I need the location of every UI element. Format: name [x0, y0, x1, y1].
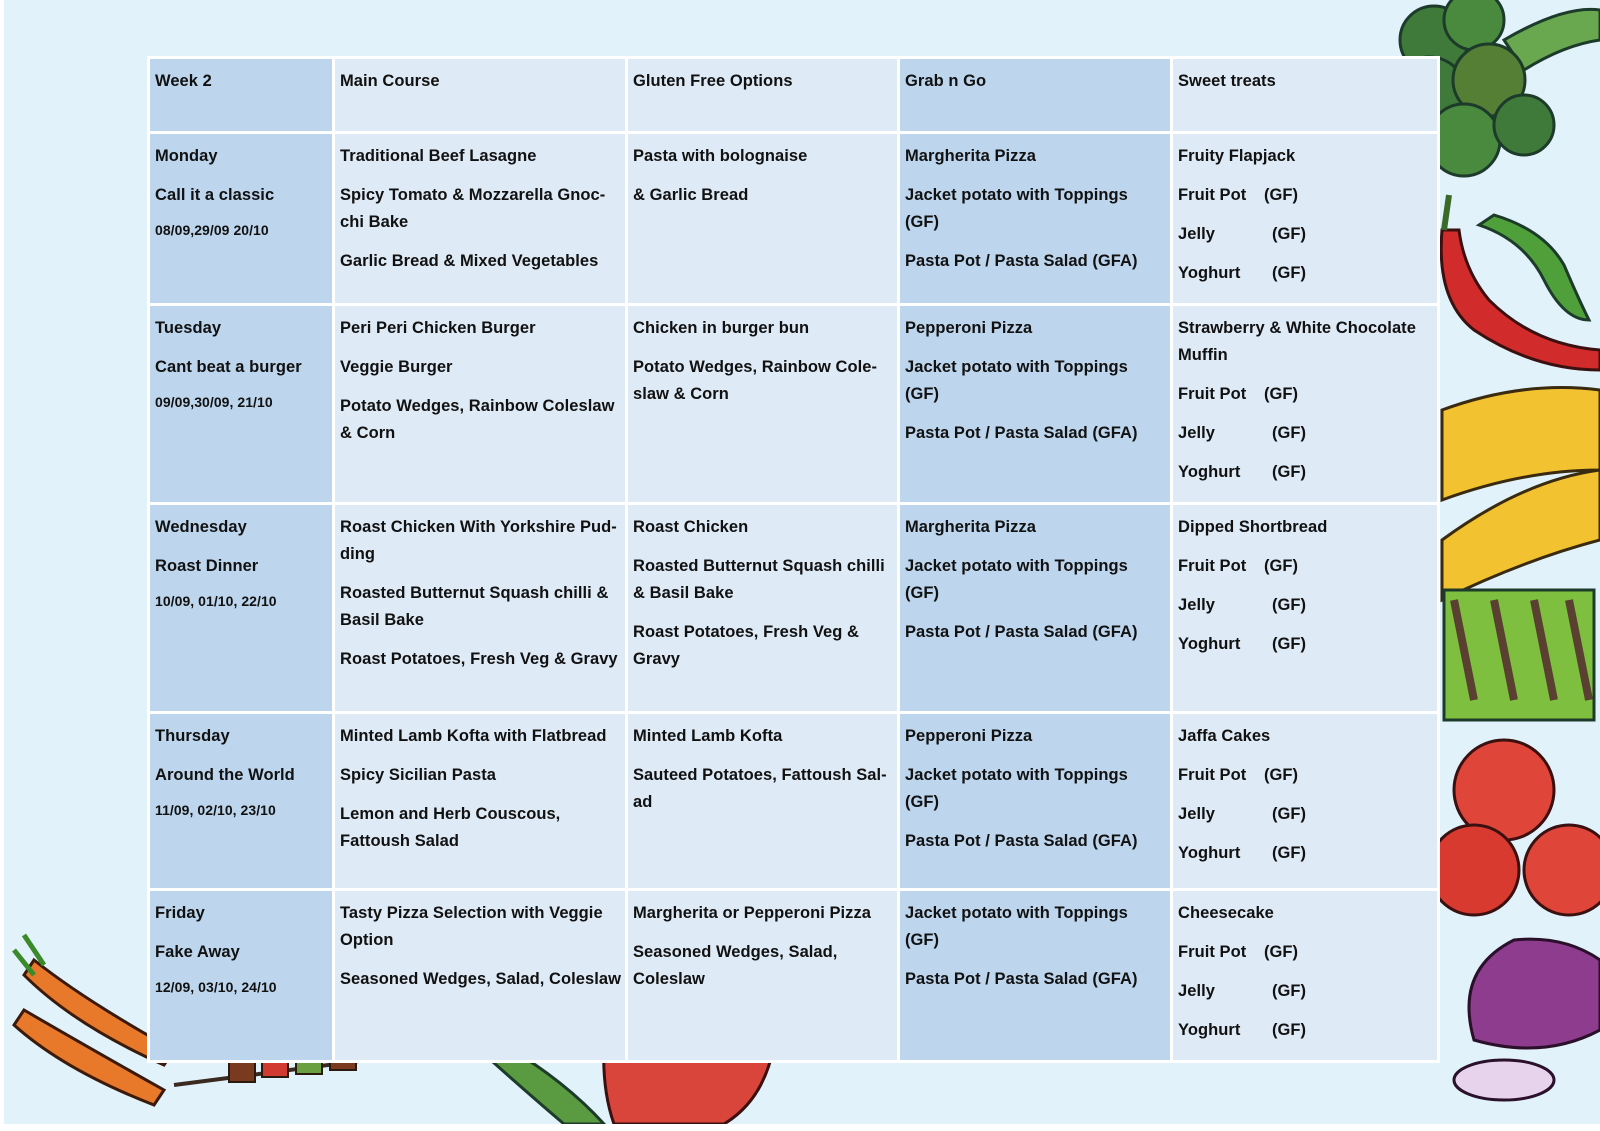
- header-row: [149, 58, 1439, 133]
- extra-name: Yoghurt: [1178, 844, 1241, 862]
- menu-row-tuesday: [149, 305, 1439, 504]
- extra-name: Jelly: [1178, 805, 1215, 823]
- menu-item: Roast Potatoes, Fresh Veg & Gravy: [340, 650, 618, 668]
- extra-name: Yoghurt: [1178, 635, 1241, 653]
- extra-tag: (GF): [1272, 463, 1307, 481]
- menu-item: Chicken in burger bun: [633, 319, 810, 337]
- menu-item: Tasty Pizza Selection with Veggie Option: [340, 904, 603, 949]
- menu-item: Jacket potato with Toppings (GF): [905, 358, 1128, 403]
- extra-tag: (GF): [1272, 264, 1307, 282]
- day-cell: [149, 305, 334, 504]
- grab-n-go-cell: [899, 305, 1172, 504]
- day-name: Monday: [155, 147, 218, 165]
- main-course-cell: [334, 890, 627, 1062]
- gluten-free-cell: [627, 504, 899, 713]
- extra-name: Jelly: [1178, 225, 1215, 243]
- menu-item: Minted Lamb Kofta with Flatbread: [340, 727, 607, 745]
- menu-sheet: [4, 0, 1600, 1124]
- main-course-cell: [334, 504, 627, 713]
- extra-item: [1178, 381, 1433, 408]
- extra-tag: (GF): [1264, 943, 1299, 961]
- menu-item: Lemon and Herb Couscous, Fattoush Salad: [340, 805, 561, 850]
- grilled-pepper-illustration: [1444, 590, 1594, 720]
- sweet-treats-cell: [1172, 890, 1439, 1062]
- day-cell: [149, 504, 334, 713]
- sweet-treats-cell: [1172, 713, 1439, 890]
- extra-tag: (GF): [1272, 225, 1307, 243]
- main-course-cell: [334, 713, 627, 890]
- menu-item: Cheesecake: [1178, 904, 1274, 922]
- menu-item: Margherita Pizza: [905, 147, 1037, 165]
- menu-item: & Garlic Bread: [633, 186, 749, 204]
- gluten-free-cell: [627, 305, 899, 504]
- extra-item: [1178, 420, 1433, 447]
- menu-item: Veggie Burger: [340, 358, 453, 376]
- day-name: Friday: [155, 904, 205, 922]
- menu-item: Pasta with bolognaise: [633, 147, 808, 165]
- menu-item: Roast Potatoes, Fresh Veg & Gravy: [633, 623, 859, 668]
- menu-item: Pepperoni Pizza: [905, 727, 1033, 745]
- gluten-free-cell: [627, 713, 899, 890]
- gluten-free-cell: [627, 890, 899, 1062]
- extra-name: Yoghurt: [1178, 264, 1241, 282]
- menu-item: Traditional Beef Lasagne: [340, 147, 537, 165]
- tomato-illustration: [1429, 740, 1600, 915]
- menu-row-friday: [149, 890, 1439, 1062]
- gluten-free-cell: [627, 133, 899, 305]
- menu-row-monday: [149, 133, 1439, 305]
- gluten-free-header: Gluten Free Options: [633, 72, 793, 90]
- extra-item: [1178, 939, 1433, 966]
- menu-item: Pasta Pot / Pasta Salad (GFA): [905, 252, 1138, 270]
- menu-row-thursday: [149, 713, 1439, 890]
- extra-item: [1178, 592, 1433, 619]
- sweet-treats-cell: [1172, 133, 1439, 305]
- extra-name: Jelly: [1178, 424, 1215, 442]
- menu-item: Jacket potato with Toppings (GF): [905, 904, 1128, 949]
- day-dates: 10/09, 01/10, 22/10: [155, 593, 277, 609]
- menu-row-wednesday: [149, 504, 1439, 713]
- sweet-treats-header: Sweet treats: [1178, 72, 1276, 90]
- day-theme: Roast Dinner: [155, 557, 259, 575]
- menu-item: Strawberry & White Chocolate Muffin: [1178, 319, 1416, 364]
- menu-item: Jaffa Cakes: [1178, 727, 1271, 745]
- extra-tag: (GF): [1264, 557, 1299, 575]
- main-course-cell: [334, 133, 627, 305]
- day-cell: [149, 713, 334, 890]
- extra-tag: (GF): [1272, 844, 1307, 862]
- day-theme: Around the World: [155, 766, 295, 784]
- menu-item: Margherita or Pepperoni Pizza: [633, 904, 872, 922]
- day-cell: [149, 133, 334, 305]
- extra-item: [1178, 553, 1433, 580]
- menu-item: Jacket potato with Toppings (GF): [905, 766, 1128, 811]
- menu-item: Spicy Tomato & Mozzarella Gnoc-chi Bake: [340, 186, 606, 231]
- extra-name: Fruit Pot: [1178, 943, 1247, 961]
- day-theme: Fake Away: [155, 943, 240, 961]
- grab-n-go-cell: [899, 890, 1172, 1062]
- extra-item: [1178, 840, 1433, 867]
- menu-item: Roast Chicken: [633, 518, 749, 536]
- menu-item: Potato Wedges, Rainbow Coleslaw & Corn: [340, 397, 615, 442]
- menu-item: Pasta Pot / Pasta Salad (GFA): [905, 623, 1138, 641]
- menu-item: Roasted Butternut Squash chilli & Basil Bake: [633, 557, 885, 602]
- extra-tag: (GF): [1272, 635, 1307, 653]
- menu-item: Pasta Pot / Pasta Salad (GFA): [905, 970, 1138, 988]
- grab-n-go-cell: [899, 133, 1172, 305]
- grab-n-go-cell: [899, 504, 1172, 713]
- grab-n-go-header: Grab n Go: [905, 72, 987, 90]
- menu-item: Roasted Butternut Squash chilli & Basil Bake: [340, 584, 609, 629]
- sweet-treats-header-cell: [1172, 58, 1439, 133]
- menu-item: Pepperoni Pizza: [905, 319, 1033, 337]
- menu-item: Roast Chicken With Yorkshire Pud-ding: [340, 518, 617, 563]
- extra-item: [1178, 182, 1433, 209]
- extra-name: Fruit Pot: [1178, 557, 1247, 575]
- extra-item: [1178, 221, 1433, 248]
- extra-tag: (GF): [1272, 982, 1307, 1000]
- extra-name: Fruit Pot: [1178, 186, 1247, 204]
- extra-item: [1178, 459, 1433, 486]
- day-dates: 08/09,29/09 20/10: [155, 222, 269, 238]
- extra-item: [1178, 1017, 1433, 1044]
- main-course-cell: [334, 305, 627, 504]
- extra-tag: (GF): [1272, 805, 1307, 823]
- extra-name: Jelly: [1178, 596, 1215, 614]
- main-course-header: Main Course: [340, 72, 440, 90]
- menu-item: Jacket potato with Toppings (GF): [905, 557, 1128, 602]
- menu-item: Potato Wedges, Rainbow Cole-slaw & Corn: [633, 358, 878, 403]
- day-dates: 09/09,30/09, 21/10: [155, 394, 273, 410]
- extra-item: [1178, 762, 1433, 789]
- extra-tag: (GF): [1264, 186, 1299, 204]
- day-name: Thursday: [155, 727, 230, 745]
- extra-tag: (GF): [1272, 424, 1307, 442]
- menu-item: Sauteed Potatoes, Fattoush Sal-ad: [633, 766, 887, 811]
- day-dates: 11/09, 02/10, 23/10: [155, 802, 276, 818]
- extra-item: [1178, 631, 1433, 658]
- day-theme: Cant beat a burger: [155, 358, 302, 376]
- week-header-cell: [149, 58, 334, 133]
- extra-name: Fruit Pot: [1178, 385, 1247, 403]
- day-cell: [149, 890, 334, 1062]
- menu-item: Garlic Bread & Mixed Vegetables: [340, 252, 599, 270]
- day-name: Wednesday: [155, 518, 247, 536]
- menu-item: Fruity Flapjack: [1178, 147, 1296, 165]
- extra-tag: (GF): [1264, 385, 1299, 403]
- extra-name: Yoghurt: [1178, 1021, 1241, 1039]
- menu-item: Pasta Pot / Pasta Salad (GFA): [905, 424, 1138, 442]
- menu-item: Peri Peri Chicken Burger: [340, 319, 536, 337]
- chilli-illustration: [1441, 195, 1600, 370]
- extra-name: Jelly: [1178, 982, 1215, 1000]
- corn-illustration: [1442, 388, 1600, 601]
- extra-item: [1178, 978, 1433, 1005]
- menu-item: Margherita Pizza: [905, 518, 1037, 536]
- menu-item: Jacket potato with Toppings (GF): [905, 186, 1128, 231]
- extra-item: [1178, 260, 1433, 287]
- extra-name: Yoghurt: [1178, 463, 1241, 481]
- extra-tag: (GF): [1272, 1021, 1307, 1039]
- extra-name: Fruit Pot: [1178, 766, 1247, 784]
- menu-item: Pasta Pot / Pasta Salad (GFA): [905, 832, 1138, 850]
- extra-item: [1178, 801, 1433, 828]
- menu-item: Spicy Sicilian Pasta: [340, 766, 496, 784]
- extra-tag: (GF): [1272, 596, 1307, 614]
- week-label: Week 2: [155, 72, 212, 90]
- main-course-header-cell: [334, 58, 627, 133]
- grab-n-go-cell: [899, 713, 1172, 890]
- menu-item: Seasoned Wedges, Salad, Coleslaw: [633, 943, 838, 988]
- extra-tag: (GF): [1264, 766, 1299, 784]
- menu-item: Minted Lamb Kofta: [633, 727, 783, 745]
- weekly-menu-table: [147, 56, 1440, 1063]
- grab-n-go-header-cell: [899, 58, 1172, 133]
- day-theme: Call it a classic: [155, 186, 275, 204]
- menu-item: Seasoned Wedges, Salad, Coleslaw: [340, 970, 621, 988]
- onion-illustration: [1454, 939, 1600, 1100]
- sweet-treats-cell: [1172, 305, 1439, 504]
- menu-item: Dipped Shortbread: [1178, 518, 1328, 536]
- day-name: Tuesday: [155, 319, 222, 337]
- sweet-treats-cell: [1172, 504, 1439, 713]
- gluten-free-header-cell: [627, 58, 899, 133]
- day-dates: 12/09, 03/10, 24/10: [155, 979, 277, 995]
